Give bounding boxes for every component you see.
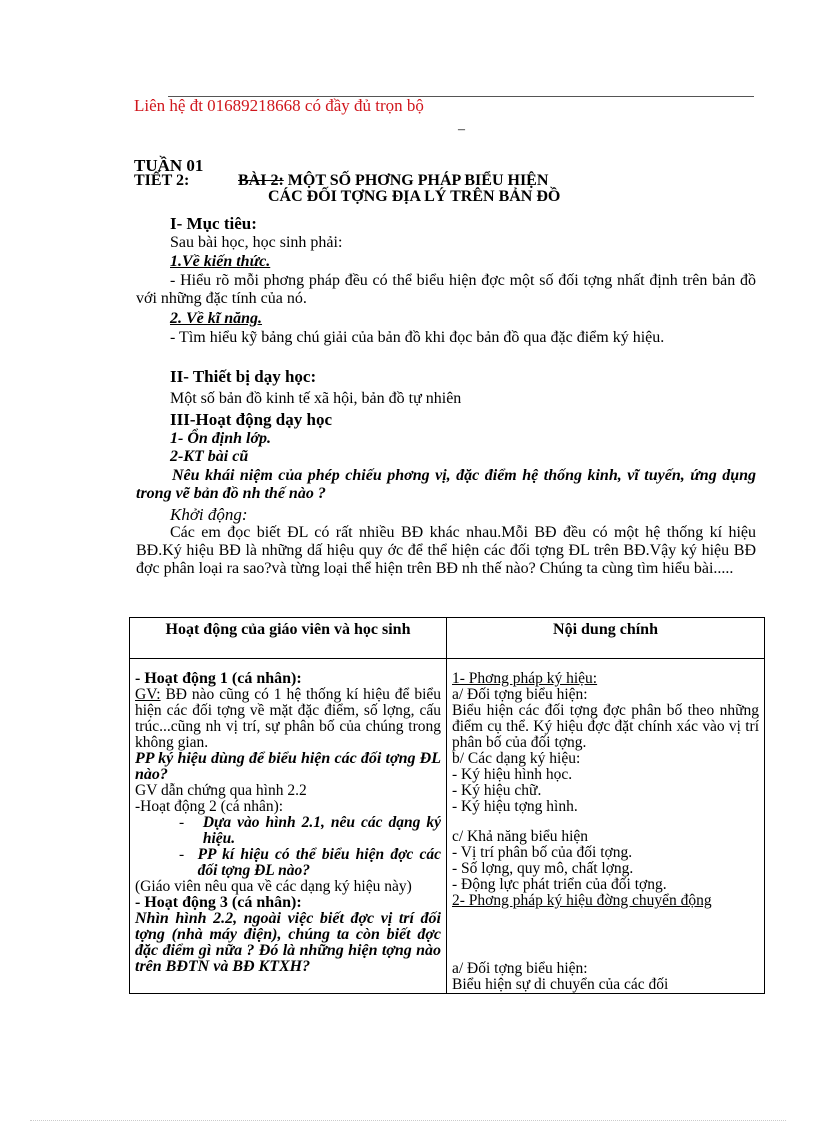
week-label: TUẦN 01 (134, 156, 204, 175)
b-item: - Ký hiệu tợng hình. (452, 798, 578, 815)
act2-heading: -Hoạt động 2 (cá nhân): (135, 798, 284, 815)
teacher-note: (Giáo viên nêu qua về các dạng ký hiệu này) (135, 878, 412, 895)
section2-text: Một số bản đồ kinh tế xã hội, bản đồ tự nhiên (170, 390, 462, 407)
teacher-activities-cell (130, 659, 447, 994)
skills-heading: 2. Về kĩ năng. (170, 310, 263, 327)
c-label: c/ Khả năng biểu hiện (452, 828, 589, 845)
lesson-title-2: CÁC ĐỐI TỢNG ĐỊA LÝ TRÊN BẢN ĐỒ (268, 188, 561, 205)
header-dash: – (458, 122, 465, 137)
act1-heading: - Hoạt động 1 (cá nhân): (135, 670, 302, 687)
gv-text: BĐ nào cũng có 1 hệ thống kí hiệu để biểu hiện các đối tợng về mặt đặc điểm, số lợng, cấu trúc...cũng nh vị trí, sự phân bố của chúng trong không gian. (135, 686, 442, 751)
question3: Nhìn hình 2.2, ngoài việc biết đợc vị trí đối tợng (nhà máy điện), chúng ta còn biết đợc đặc điểm gì nữa ? Đó là những hiện tợng nào trên BĐTN và BĐ KTXH? (135, 910, 441, 975)
section2-heading: II- Thiết bị dạy học: (170, 367, 317, 386)
warmup-text: Các em đọc biết ĐL có rất nhiều BĐ khác nhau.Mỗi BĐ đều có một hệ thống kí hiệu BĐ.Ký hiệu BĐ là những dấ hiệu quy ớc để thể hiện các đối tợng ĐL trên BĐ.Vậy ký hiệu BĐ đợc phân loại ra sao?và từng loại thể hiện trên BĐ nh thế nào? Chúng ta cùng tìm hiểu bài..... (136, 524, 756, 577)
table-header-right: Nội dung chính (447, 618, 765, 659)
a-label: a/ Đối tợng biểu hiện: (452, 686, 588, 703)
old-lesson-question: Nêu khái niệm của phép chiếu phơng vị, đặc điểm hệ thống kinh, vĩ tuyến, ứng dụng trong vẽ bản đồ nh thế nào ? (136, 467, 756, 502)
act3-heading: - Hoạt động 3 (cá nhân): (135, 894, 302, 911)
b-item: - Ký hiệu hình học. (452, 766, 573, 783)
bullet2 (135, 847, 441, 879)
gv-label: GV: (135, 686, 161, 703)
period-label: TIẾT 2: (134, 172, 190, 189)
page-bottom-rule (30, 1120, 786, 1121)
warmup-label: Khởi động: (170, 505, 248, 524)
contact-line: Liên hệ đt 01689218668 có đầy đủ trọn bộ (134, 96, 424, 115)
section3-item1: 1- Ổn định lớp. (170, 430, 272, 447)
knowledge-text: - Hiểu rõ mỗi phơng pháp đều có thể biểu hiện đợc một số đối tợng nhất định trên bản đồ với những đặc tính của nó. (136, 272, 756, 307)
a2-label: a/ Đối tợng biểu hiện: (452, 960, 588, 977)
b-label: b/ Các dạng ký hiệu: (452, 750, 581, 767)
lesson-label: BÀI 2: (238, 172, 284, 189)
bullet1 (135, 815, 441, 847)
bullet-dash: - (179, 846, 185, 863)
method1-heading: 1- Phơng pháp ký hiệu: (452, 670, 598, 687)
section1-intro: Sau bài học, học sinh phải: (170, 234, 343, 251)
c-item: - Số lợng, quy mô, chất lợng. (452, 860, 634, 877)
c-item: - Vị trí phân bố của đối tợng. (452, 844, 633, 861)
section3-item2: 2-KT bài cũ (170, 448, 249, 465)
gv-paragraph (135, 687, 441, 751)
a2-text: Biểu hiện sự di chuyển của các đối (452, 976, 669, 993)
section3-heading: III-Hoạt động dạy học (170, 410, 333, 429)
knowledge-heading: 1.Về kiến thức. (170, 253, 271, 270)
bullet-dash: - (179, 814, 185, 831)
b-item: - Ký hiệu chữ. (452, 782, 542, 799)
gv-line: GV dẫn chứng qua hình 2.2 (135, 782, 307, 799)
lesson-table (129, 617, 765, 994)
method2-heading: 2- Phơng pháp ký hiệu đờng chuyển động (452, 892, 712, 909)
table-header-row (130, 618, 765, 659)
bullet1-text: Dựa vào hình 2.1, nêu các dạng ký hiệu. (202, 814, 441, 847)
main-content-cell (447, 659, 765, 994)
bullet2-text: PP kí hiệu có thể biểu hiện đợc các đối tợng ĐL nào? (197, 846, 441, 879)
a-text: Biểu hiện các đối tợng đợc phân bố theo những điểm cụ thể. Ký hiệu đợc đặt chính xác vào vị trí phân bố của đối tợng. (452, 702, 759, 751)
c-item: - Động lực phát triển của đối tợng. (452, 876, 667, 893)
question1: PP ký hiệu dùng để biểu hiện các đối tợng ĐL nào? (135, 750, 441, 783)
lesson-title-1: MỘT SỐ PHƠNG PHÁP BIỂU HIỆN (287, 172, 549, 189)
section1-heading: I- Mục tiêu: (170, 214, 257, 233)
skills-text: - Tìm hiểu kỹ bảng chú giải của bản đồ khi đọc bản đồ qua đặc điểm ký hiệu. (170, 329, 665, 346)
table-body-row (130, 659, 765, 994)
table-header-left: Hoạt động của giáo viên và học sinh (130, 618, 447, 659)
